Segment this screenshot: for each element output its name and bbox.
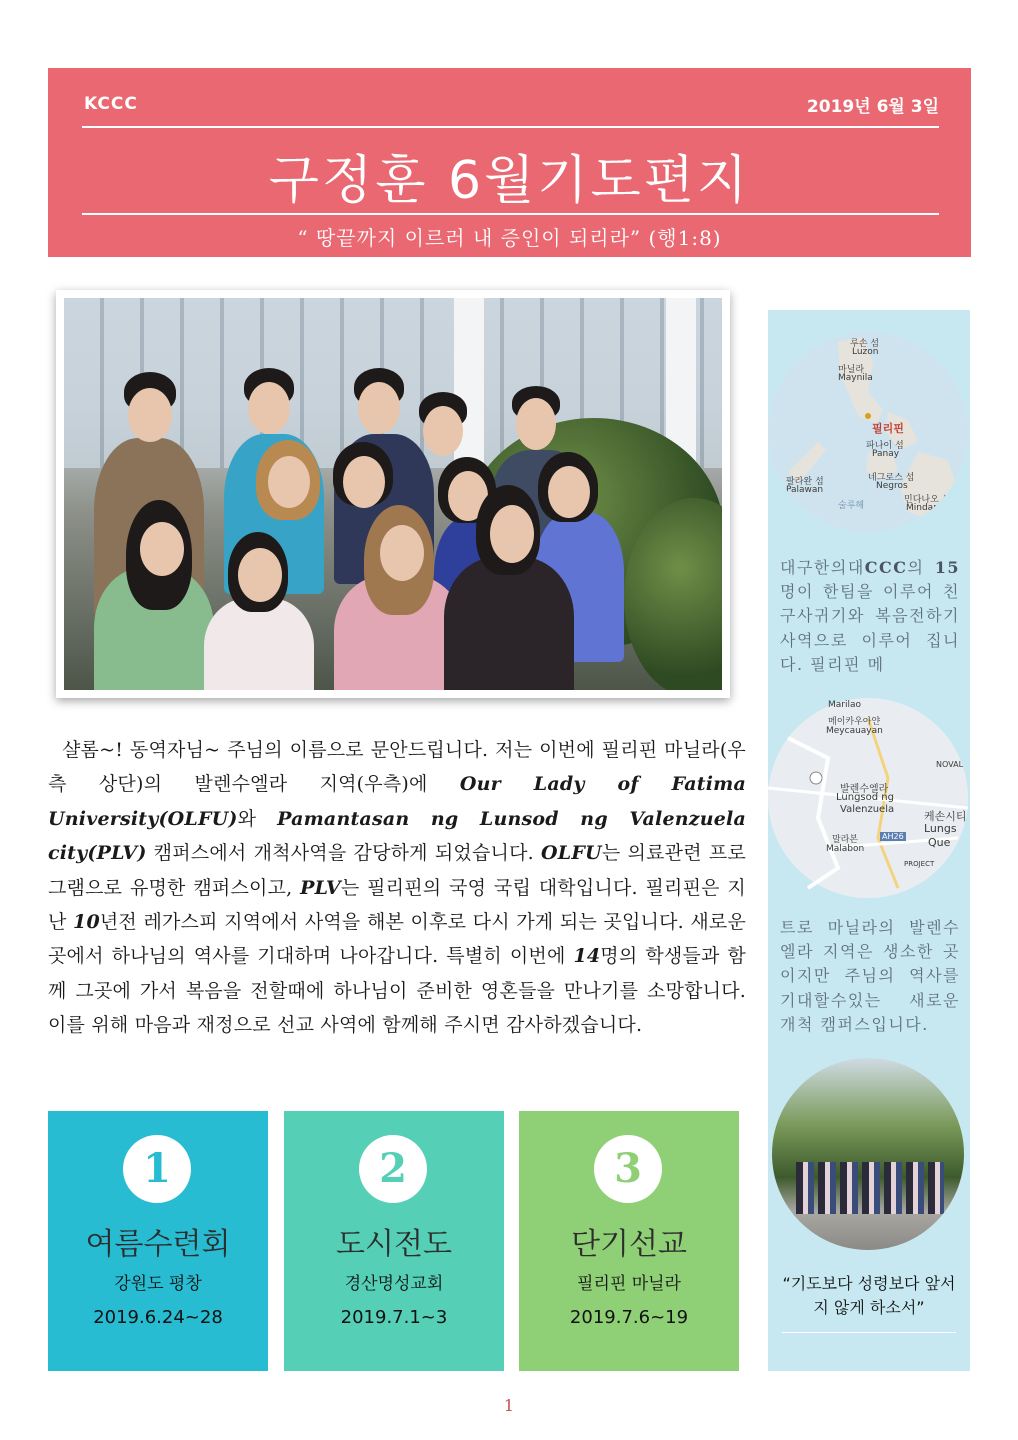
body-text: 샬롬~! 동역자님~ 주님의 이름으로 문안드립니다. 저는 이번에 필리핀 마닐라(우측 상단)의 발렌수엘라 지역(우측)에: [48, 739, 746, 796]
quote-divider: [782, 1332, 956, 1333]
valenzuela-map: [768, 698, 968, 898]
map-label: 술루해: [838, 501, 865, 511]
map-label: 민다나오 섬: [904, 495, 951, 505]
sidebar-text-1: [780, 556, 960, 677]
group-photo-circle: [772, 1058, 964, 1250]
map-label: 팔라완 섬: [786, 477, 824, 487]
event-title: 단기선교: [571, 1227, 687, 1262]
map-label: 메이카우아얀: [828, 717, 881, 727]
sidebar-text: 의: [907, 558, 935, 577]
body-text: 와: [237, 807, 278, 830]
map-label: Negros: [876, 481, 908, 491]
body-text: 는 의료관련 프로그램으로 유명한 캠퍼스이고,: [48, 842, 747, 899]
event-place: 강원도 평창: [114, 1274, 202, 1294]
sidebar-text: 명이 한팀을 이루어 친구사귀기와 복음전하기 사역으로 이루어 집니다. 필리핀 메: [780, 582, 960, 674]
map-label: NOVAL: [936, 760, 964, 769]
map-label: 필리핀: [872, 422, 904, 435]
map-label: Palawan: [786, 485, 824, 495]
body-text: 명의 학생들과 함께 그곳에 가서 복음을 전할때에 하나님이 준비한 영혼들을 만나기를 소망합니다. 이를 위해 마음과 재정으로 선교 사역에 함께해 주시면 감사하겠습니다.: [48, 945, 746, 1037]
student-count: 14: [573, 945, 601, 968]
map-label: 말라본: [832, 835, 859, 845]
map-label: 마닐라: [838, 365, 865, 375]
body-text: 는 필리핀의 국영 국립 대학입니다. 필리핀은 지난: [48, 876, 746, 934]
map-label: AH26: [882, 832, 904, 841]
event-dates: 2019.6.24~28: [93, 1307, 223, 1328]
body-text: 캠퍼스에서 개척사역을 감당하게 되었습니다.: [146, 842, 542, 865]
map-label: 케손시티: [924, 810, 967, 823]
header-divider-top: [82, 126, 939, 128]
event-title: 여름수련회: [85, 1227, 231, 1262]
map-label: Que: [928, 836, 951, 849]
prayer-quote: “기도보다 성령보다 앞서지 않게 하소서”: [782, 1274, 956, 1317]
map-label: 발렌수엘라: [840, 784, 889, 795]
event-place: 필리핀 마닐라: [577, 1274, 681, 1294]
header-divider-bottom: [82, 213, 939, 215]
map-label: Lungsod ng: [836, 792, 894, 803]
bible-verse: “ 땅끝까지 이르러 내 증인이 되리라” (행1:8): [297, 226, 722, 250]
plv-name: Pamantasan ng Lunsod ng Valenzuela city(PLV): [48, 807, 746, 865]
header-banner: [48, 68, 971, 257]
plv-abbr: PLV: [300, 876, 341, 899]
sidebar-text-2: 트로 마닐라의 발렌수엘라 지역은 생소한 곳이지만 주님의 역사를 기대할수있는 새로운 개척 캠퍼스입니다.: [780, 918, 960, 1034]
schedule-box-1: [48, 1111, 268, 1371]
schedule-box-2: [284, 1111, 504, 1371]
map-label: Malabon: [826, 844, 865, 854]
sidebar: [768, 310, 970, 1371]
page-title: 구정훈 6월기도편지: [268, 151, 751, 211]
event-place: 경산명성교회: [344, 1274, 444, 1294]
event-title: 도시전도: [336, 1227, 452, 1262]
schedule-box-3: [519, 1111, 739, 1371]
group-photo: [56, 290, 730, 698]
student-group: [796, 1162, 944, 1214]
map-label: Lungs: [924, 822, 957, 835]
olfu-name: Our Lady of Fatima University(OLFU): [48, 773, 746, 830]
letter-body: [48, 733, 746, 1043]
event-dates: 2019.7.6~19: [569, 1307, 689, 1328]
ccc-label: CCC: [864, 558, 908, 577]
map-label: 파나이 섬: [866, 441, 904, 451]
team-count: 15: [934, 558, 960, 577]
olfu-abbr: OLFU: [541, 842, 602, 865]
sidebar-text: 대구한의대: [780, 558, 865, 577]
map-label: Panay: [872, 449, 900, 459]
body-text: 년전 레가스피 지역에서 사역을 해본 이후로 다시 가게 되는 곳입니다. 새로운 곳에서 하나님의 역사를 기대하며 나아갑니다. 특별히 이번에: [48, 911, 747, 968]
philippines-map: [768, 332, 968, 532]
page-number: 1: [503, 1396, 515, 1415]
map-label: Mindanao: [906, 503, 950, 513]
map-label: 루손 섬: [850, 339, 879, 349]
map-label: 네그로스 섬: [868, 473, 915, 483]
number-badge: 1: [123, 1135, 191, 1203]
map-label: Meycauayan: [826, 726, 883, 736]
map-label: Marilao: [828, 700, 862, 710]
map-label: Luzon: [852, 347, 879, 357]
map-label: PROJECT: [904, 860, 935, 868]
number-badge: 2: [359, 1135, 427, 1203]
years-number: 10: [73, 911, 100, 934]
event-dates: 2019.7.1~3: [340, 1307, 448, 1328]
map-label: Maynila: [838, 373, 873, 383]
map-label: Valenzuela: [840, 804, 895, 815]
number-badge: 3: [594, 1135, 662, 1203]
org-label: KCCC: [84, 94, 138, 114]
letter-date: 2019년 6월 3일: [806, 97, 939, 117]
